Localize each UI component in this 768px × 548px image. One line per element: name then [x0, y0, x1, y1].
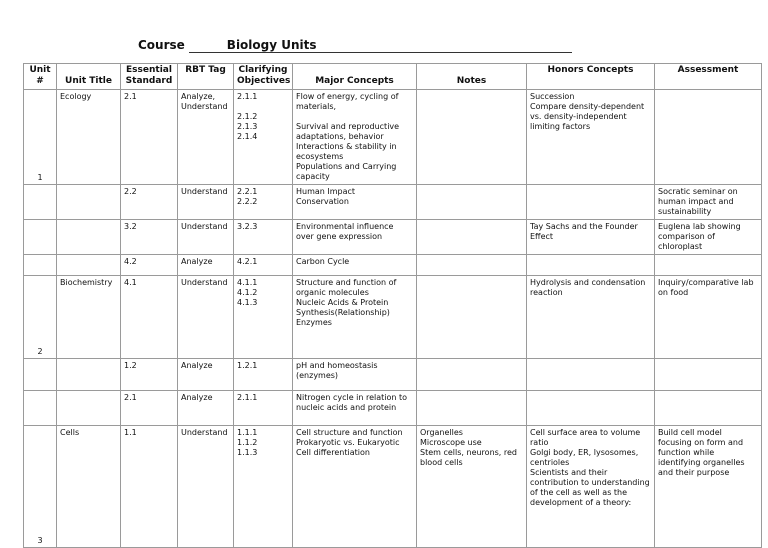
standard-text: 1.1	[124, 428, 137, 437]
cell-notes	[417, 185, 527, 220]
cell-objectives	[234, 426, 293, 548]
cell-standard	[121, 276, 178, 359]
cell-rbt	[178, 185, 234, 220]
cell-objectives	[234, 185, 293, 220]
units-table	[23, 63, 762, 548]
title-text: Biochemistry	[60, 278, 113, 287]
unit-text: 2	[37, 347, 43, 356]
table-row	[24, 359, 762, 391]
concepts-text: Human Impact Conservation	[296, 187, 356, 206]
cell-concepts	[293, 359, 417, 391]
objectives-text: 2.1.1	[237, 393, 258, 402]
cell-title	[57, 426, 121, 548]
cell-concepts	[293, 426, 417, 548]
honors-text: Succession Compare density-dependent vs. density-independent limiting factors	[530, 92, 645, 131]
cell-rbt	[178, 220, 234, 255]
cell-concepts	[293, 90, 417, 185]
header-assessment: Assessment	[655, 64, 762, 90]
honors-text: Tay Sachs and the Founder Effect	[530, 222, 638, 241]
course-blank-line	[189, 40, 223, 53]
cell-honors	[527, 359, 655, 391]
cell-rbt	[178, 426, 234, 548]
objectives-text: 2.2.1 2.2.2	[237, 187, 258, 206]
standard-text: 2.1	[124, 393, 137, 402]
cell-objectives	[234, 255, 293, 276]
header-major-concepts: Major Concepts	[293, 64, 417, 90]
document-title	[138, 38, 572, 53]
cell-unit	[24, 359, 57, 391]
header-rbt-tag: RBT Tag	[178, 64, 234, 90]
standard-text: 4.1	[124, 278, 137, 287]
table-row	[24, 276, 762, 359]
cell-unit	[24, 90, 57, 185]
cell-honors	[527, 220, 655, 255]
cell-unit	[24, 185, 57, 220]
standard-text: 2.2	[124, 187, 137, 196]
cell-unit	[24, 255, 57, 276]
header-row	[24, 64, 762, 90]
cell-assessment	[655, 185, 762, 220]
table-row	[24, 220, 762, 255]
table-row	[24, 185, 762, 220]
cell-notes	[417, 391, 527, 426]
rbt-text: Analyze	[181, 361, 213, 370]
cell-notes	[417, 426, 527, 548]
unit-text: 3	[37, 536, 43, 545]
objectives-text: 1.2.1	[237, 361, 258, 370]
cell-rbt	[178, 90, 234, 185]
cell-honors	[527, 391, 655, 426]
rbt-text: Analyze	[181, 393, 213, 402]
standard-text: 3.2	[124, 222, 137, 231]
cell-objectives	[234, 359, 293, 391]
cell-concepts	[293, 185, 417, 220]
cell-rbt	[178, 255, 234, 276]
cell-standard	[121, 391, 178, 426]
honors-text: Cell surface area to volume ratio Golgi body, ER, lysosomes, centrioles Scientists and their contribution to understanding of the cell as well as the development of a theory:	[530, 428, 650, 507]
cell-standard	[121, 90, 178, 185]
cell-unit	[24, 426, 57, 548]
cell-honors	[527, 255, 655, 276]
cell-unit	[24, 276, 57, 359]
rbt-text: Analyze	[181, 257, 213, 266]
notes-text: Organelles Microscope use Stem cells, neurons, red blood cells	[420, 428, 517, 467]
header-essential-standard: Essential Standard	[121, 64, 178, 90]
cell-assessment	[655, 276, 762, 359]
header-honors-concepts: Honors Concepts	[527, 64, 655, 90]
cell-title	[57, 90, 121, 185]
concepts-text: Environmental influence over gene expression	[296, 222, 394, 241]
cell-standard	[121, 255, 178, 276]
table-row	[24, 391, 762, 426]
cell-assessment	[655, 426, 762, 548]
cell-objectives	[234, 220, 293, 255]
cell-title	[57, 255, 121, 276]
cell-assessment	[655, 90, 762, 185]
cell-concepts	[293, 391, 417, 426]
objectives-text: 1.1.1 1.1.2 1.1.3	[237, 428, 258, 457]
standard-text: 2.1	[124, 92, 137, 101]
cell-rbt	[178, 276, 234, 359]
rbt-text: Understand	[181, 187, 228, 196]
assessment-text: Inquiry/comparative lab on food	[658, 278, 754, 297]
cell-assessment	[655, 220, 762, 255]
cell-assessment	[655, 359, 762, 391]
concepts-text: Flow of energy, cycling of materials, Survival and reproductive adaptations, behavior Interactions & stability in ecosystems Populations and Carrying capacity	[296, 92, 400, 181]
table-row	[24, 255, 762, 276]
cell-title	[57, 220, 121, 255]
concepts-text: pH and homeostasis (enzymes)	[296, 361, 378, 380]
cell-honors	[527, 276, 655, 359]
objectives-text: 3.2.3	[237, 222, 258, 231]
rbt-text: Understand	[181, 222, 228, 231]
cell-objectives	[234, 276, 293, 359]
assessment-text: Build cell model focusing on form and function while identifying organelles and their purpose	[658, 428, 745, 477]
header-clarifying-objectives: Clarifying Objectives	[234, 64, 293, 90]
cell-title	[57, 185, 121, 220]
cell-assessment	[655, 391, 762, 426]
cell-title	[57, 391, 121, 426]
cell-objectives	[234, 391, 293, 426]
assessment-text: Socratic seminar on human impact and sustainability	[658, 187, 738, 216]
cell-unit	[24, 220, 57, 255]
rbt-text: Analyze, Understand	[181, 92, 228, 111]
assessment-text: Euglena lab showing comparison of chloroplast	[658, 222, 741, 251]
header-notes: Notes	[417, 64, 527, 90]
cell-concepts	[293, 220, 417, 255]
cell-notes	[417, 220, 527, 255]
cell-standard	[121, 426, 178, 548]
concepts-text: Carbon Cycle	[296, 257, 350, 266]
table-row	[24, 90, 762, 185]
course-label: Course	[138, 38, 185, 52]
cell-standard	[121, 359, 178, 391]
rbt-text: Understand	[181, 278, 228, 287]
cell-title	[57, 276, 121, 359]
title-text: Ecology	[60, 92, 92, 101]
table-row	[24, 426, 762, 548]
course-name: Biology Units	[223, 38, 572, 53]
concepts-text: Cell structure and function Prokaryotic vs. Eukaryotic Cell differentiation	[296, 428, 403, 457]
cell-rbt	[178, 359, 234, 391]
rbt-text: Understand	[181, 428, 228, 437]
cell-honors	[527, 90, 655, 185]
standard-text: 4.2	[124, 257, 137, 266]
cell-notes	[417, 359, 527, 391]
unit-text: 1	[37, 173, 43, 182]
cell-honors	[527, 185, 655, 220]
objectives-text: 2.1.1 2.1.2 2.1.3 2.1.4	[237, 92, 258, 141]
cell-title	[57, 359, 121, 391]
cell-standard	[121, 220, 178, 255]
cell-assessment	[655, 255, 762, 276]
objectives-text: 4.2.1	[237, 257, 258, 266]
standard-text: 1.2	[124, 361, 137, 370]
cell-concepts	[293, 276, 417, 359]
cell-unit	[24, 391, 57, 426]
cell-notes	[417, 276, 527, 359]
header-unit-title: Unit Title	[57, 64, 121, 90]
concepts-text: Nitrogen cycle in relation to nucleic acids and protein	[296, 393, 408, 412]
header-unit-number: Unit #	[24, 64, 57, 90]
cell-standard	[121, 185, 178, 220]
cell-notes	[417, 255, 527, 276]
concepts-text: Structure and function of organic molecules Nucleic Acids & Protein Synthesis(Relationship) Enzymes	[296, 278, 397, 327]
cell-notes	[417, 90, 527, 185]
cell-objectives	[234, 90, 293, 185]
cell-rbt	[178, 391, 234, 426]
cell-honors	[527, 426, 655, 548]
title-text: Cells	[60, 428, 80, 437]
cell-concepts	[293, 255, 417, 276]
objectives-text: 4.1.1 4.1.2 4.1.3	[237, 278, 258, 307]
honors-text: Hydrolysis and condensation reaction	[530, 278, 646, 297]
